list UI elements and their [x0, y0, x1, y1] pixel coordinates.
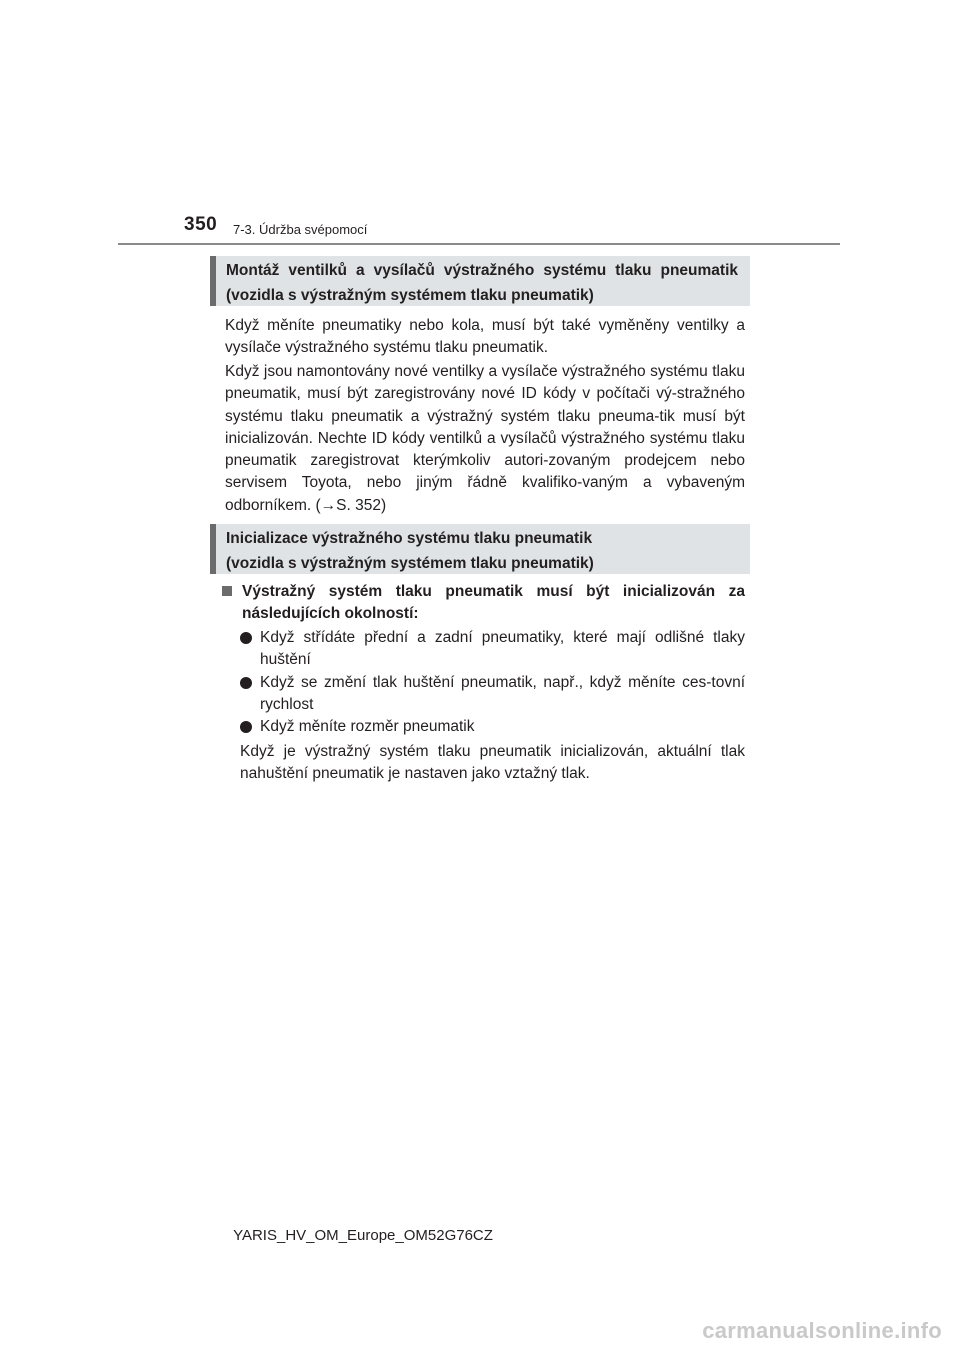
square-bullet-icon — [222, 586, 232, 596]
list-item-text: Když střídáte přední a zadní pneumatiky, které mají odlišné tlaky huštění — [260, 629, 745, 669]
section-heading-initialization — [210, 524, 750, 574]
list-item-text: Když se změní tlak huštění pneumatik, např., když měníte ces-tovní rychlost — [260, 674, 745, 714]
subheading-text: Výstražný systém tlaku pneumatik musí být inicializován za následujících okolností: — [242, 583, 745, 623]
page-number: 350 — [184, 214, 218, 235]
section-heading-line: Montáž ventilků a vysílačů výstražného systému tlaku pneumatik — [226, 262, 738, 279]
section-heading-line: (vozidla s výstražným systémem tlaku pneumatik) — [226, 287, 594, 304]
section-heading-line: Inicializace výstražného systému tlaku pneumatik — [226, 530, 593, 547]
section-heading-line: (vozidla s výstražným systémem tlaku pneumatik) — [226, 555, 594, 572]
subheading — [222, 581, 745, 626]
paragraph: Když je výstražný systém tlaku pneumatik inicializován, aktuální tlak nahuštění pneumatik je nastaven jako vztažný tlak. — [240, 743, 745, 783]
watermark-logo: carmanualsonline.info — [702, 1318, 942, 1343]
paragraph: Když měníte pneumatiky nebo kola, musí být také vyměněny ventilky a vysílače výstražného systému tlaku pneumatik. — [225, 317, 745, 357]
footer-document-code: YARIS_HV_OM_Europe_OM52G76CZ — [233, 1227, 493, 1244]
list-item — [240, 627, 745, 672]
bullet-dot-icon — [240, 721, 252, 733]
list-item-text: Když měníte rozměr pneumatik — [260, 718, 475, 735]
list-item — [240, 672, 745, 717]
bullet-dot-icon — [240, 677, 252, 689]
section-heading-valves — [210, 256, 750, 306]
header-divider — [118, 243, 840, 245]
bullet-dot-icon — [240, 632, 252, 644]
paragraph: Když jsou namontovány nové ventilky a vysílače výstražného systému tlaku pneumatik, musí být zaregistrovány nové ID kódy v počítači vý-stražného systému tlaku pneumatik a výstražný systém tlaku pneuma-tik musí být inicializován. Nechte ID kódy ventilků a vysílačů výstražného systému tlaku pneumatik zaregistrovat kterýmkoliv autori-zovaným prodejcem nebo servisem Toyota, nebo jiným řádně kvalifiko-vaným a vybaveným odborníkem. (→S. 352) — [225, 363, 745, 514]
list-item — [240, 716, 745, 738]
section-title: 7-3. Údržba svépomocí — [233, 222, 368, 237]
